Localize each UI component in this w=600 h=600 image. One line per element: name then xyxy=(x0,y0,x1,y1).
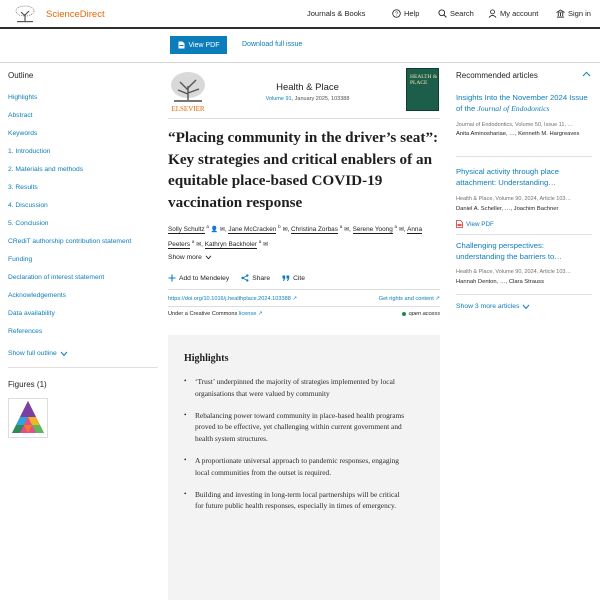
outline-item-highlights[interactable]: Highlights xyxy=(8,94,38,101)
issue-date: , January 2025, 103388 xyxy=(291,96,350,102)
figure-pyramid-icon xyxy=(9,399,47,437)
show-full-outline-label: Show full outline xyxy=(8,350,57,357)
chevron-down-icon xyxy=(205,255,212,260)
divider xyxy=(456,156,592,157)
author[interactable]: Kathryn Backholer $^a$ ✉ xyxy=(204,239,269,249)
license-note xyxy=(168,311,263,317)
email-icon: ✉ xyxy=(344,227,350,234)
outline-item-discussion[interactable]: 4. Discussion xyxy=(8,202,48,209)
quote-icon xyxy=(282,274,290,282)
institution-icon xyxy=(556,9,565,18)
author-list: Solly Schultz $^a$ 👤 ✉, Jane McCracken $^b$ ✉, Christina Zorbas $^a$ ✉, Serene Yoong $^a$ ✉, Anna Peeters $^a$ ✉, Kathryn Backholer $^a$ ✉ xyxy=(168,224,423,249)
outline-item-materials-methods[interactable]: 2. Materials and methods xyxy=(8,166,84,173)
highlights-heading: Highlights xyxy=(184,353,229,364)
outline-item-abstract[interactable]: Abstract xyxy=(8,112,33,119)
outline-item-conclusion[interactable]: 5. Conclusion xyxy=(8,220,49,227)
add-to-mendeley-button[interactable] xyxy=(168,274,229,282)
chevron-up-icon[interactable] xyxy=(582,71,591,77)
open-access-label: open access xyxy=(408,311,440,317)
recommended-article-meta: Health & Place, Volume 90, 2024, Article 103… xyxy=(456,196,571,202)
elsevier-tree-logo-icon[interactable] xyxy=(14,5,36,23)
recommended-article-authors: Hannah Denton, …, Clara Strauss xyxy=(456,279,544,285)
cite-button[interactable] xyxy=(282,274,305,282)
nav-journals-books-label: Journals & Books xyxy=(307,9,366,18)
nav-sign-in-label: Sign in xyxy=(568,9,591,18)
recommended-view-pdf-link[interactable] xyxy=(456,220,494,228)
outline-item-funding[interactable]: Funding xyxy=(8,256,33,263)
divider xyxy=(456,294,592,295)
svg-text:ELSEVIER: ELSEVIER xyxy=(171,105,205,113)
recommended-article-link[interactable]: Insights Into the November 2024 Issue of the Journal of Endodontics xyxy=(456,93,588,113)
outline-list xyxy=(8,94,131,346)
outline-item-introduction[interactable]: 1. Introduction xyxy=(8,148,51,155)
recommended-article-meta: Health & Place, Volume 90, 2024, Article 103… xyxy=(456,269,571,275)
share-button[interactable] xyxy=(241,274,270,282)
email-icon: ✉ xyxy=(282,227,288,234)
volume-link[interactable]: Volume 91 xyxy=(265,96,292,102)
show-more-articles-button[interactable] xyxy=(456,303,530,310)
show-more-button[interactable] xyxy=(168,254,212,261)
journal-cover-image[interactable] xyxy=(406,68,439,111)
author[interactable]: Jane McCracken $^b$ ✉ xyxy=(228,224,288,234)
download-full-issue-link[interactable]: Download full issue xyxy=(242,41,303,48)
svg-text:?: ? xyxy=(395,11,398,18)
license-link[interactable]: license ↗ xyxy=(238,311,263,317)
open-access-dot-icon xyxy=(402,312,406,316)
show-more-articles-label: Show 3 more articles xyxy=(456,303,520,310)
highlights-list xyxy=(184,376,406,522)
recommended-article-authors: Daniel A. Scheller, …, Joachim Bachner xyxy=(456,206,559,212)
divider xyxy=(168,289,440,290)
share-label: Share xyxy=(252,274,271,282)
author[interactable]: Solly Schultz $^a$ 👤 ✉ xyxy=(168,224,225,234)
doi-link[interactable]: https://doi.org/10.1016/j.healthplace.2024.103388 ↗ xyxy=(168,296,298,302)
author[interactable]: Serene Yoong $^a$ ✉ xyxy=(352,224,404,234)
nav-search[interactable] xyxy=(438,9,474,18)
divider xyxy=(168,118,440,119)
get-rights-link[interactable]: Get rights and content ↗ xyxy=(378,296,440,302)
show-full-outline-button[interactable] xyxy=(8,350,68,357)
outline-item-results[interactable]: 3. Results xyxy=(8,184,38,191)
share-icon xyxy=(241,274,249,282)
recommended-article-authors: Anita Aminoshariae, …, Kenneth M. Hargreaves xyxy=(456,131,580,137)
plus-icon xyxy=(168,274,176,282)
article-title: “Placing community in the driver’s seat”: Key strategies and critical enablers of an equitable place-based COVID-19 vaccination response xyxy=(168,129,439,211)
person-icon xyxy=(488,9,497,18)
license-prefix: Under a Creative Commons xyxy=(168,311,239,317)
open-access-badge xyxy=(402,311,440,317)
nav-search-label: Search xyxy=(450,9,474,18)
nav-help-label: Help xyxy=(404,9,420,18)
outline-item-references[interactable]: References xyxy=(8,328,43,335)
nav-help[interactable] xyxy=(392,9,419,18)
recommended-heading: Recommended articles xyxy=(456,71,538,80)
divider xyxy=(8,367,158,368)
journal-title-link[interactable]: Health & Place xyxy=(276,82,339,93)
email-icon: ✉ xyxy=(263,242,269,249)
chevron-down-icon xyxy=(60,351,68,357)
outline-item-acknowledgements[interactable]: Acknowledgements xyxy=(8,292,66,299)
email-icon: ✉ xyxy=(196,242,202,249)
view-pdf-label: View PDF xyxy=(466,220,494,228)
recommended-article-link[interactable]: Physical activity through place attachment: Understanding… xyxy=(456,167,559,187)
highlight-item: • ‘Trust’ underpinned the majority of strategies implemented by local organisations that were valued by community xyxy=(184,376,406,400)
journal-volume-info xyxy=(240,96,375,102)
outline-item-data-availability[interactable]: Data availability xyxy=(8,310,55,317)
outline-heading: Outline xyxy=(8,71,34,80)
pdf-icon xyxy=(178,41,185,49)
outline-item-declaration[interactable]: Declaration of interest statement xyxy=(8,274,105,281)
author-contact-icons: 👤 ✉ xyxy=(210,227,225,234)
email-icon: ✉ xyxy=(398,227,404,234)
cite-label: Cite xyxy=(293,274,305,282)
view-pdf-label: View PDF xyxy=(188,41,220,49)
outline-item-credit[interactable]: CRediT authorship contribution statement xyxy=(8,238,132,245)
highlight-item: • Building and investing in long-term local partnerships will be critical for future public health responses, especially in times of emergency. xyxy=(184,489,406,513)
recommended-article-meta: Journal of Endodontics, Volume 50, Issue 11, … xyxy=(456,122,573,128)
elsevier-logo-icon[interactable] xyxy=(168,68,208,113)
nav-sign-in[interactable] xyxy=(556,9,591,18)
help-circle-icon xyxy=(392,9,401,18)
article-actions xyxy=(168,274,305,282)
divider xyxy=(168,306,440,307)
nav-journals-books[interactable] xyxy=(307,9,365,18)
figure-thumbnail[interactable] xyxy=(8,398,48,438)
top-bar xyxy=(0,0,600,29)
chevron-down-icon xyxy=(522,304,530,310)
add-to-mendeley-label: Add to Mendeley xyxy=(179,274,230,282)
author[interactable]: Christina Zorbas $^a$ ✉ xyxy=(291,224,350,234)
highlight-item: • A proportionate universal approach to pandemic responses, engaging local communities from the outset is required. xyxy=(184,455,406,479)
brand-name[interactable]: ScienceDirect xyxy=(46,9,105,20)
outline-item-keywords[interactable]: Keywords xyxy=(8,130,38,137)
view-pdf-button[interactable] xyxy=(170,36,227,54)
cover-text: HEALTH & PLACE xyxy=(410,74,438,86)
highlight-item: • Rebalancing power toward community in place-based health programs proved to be effective, yet challenging within current government and health system structures. xyxy=(184,410,406,445)
figures-heading: Figures (1) xyxy=(8,380,47,389)
show-more-label: Show more xyxy=(168,254,202,261)
nav-my-account[interactable] xyxy=(488,9,538,18)
recommended-article-link[interactable]: Challenging perspectives: understanding the barriers to… xyxy=(456,241,562,261)
nav-my-account-label: My account xyxy=(500,9,539,18)
author[interactable]: Anna Peeters $^a$ ✉ xyxy=(168,226,423,249)
search-icon xyxy=(438,9,447,18)
divider xyxy=(456,234,592,235)
pdf-file-icon xyxy=(456,220,463,228)
